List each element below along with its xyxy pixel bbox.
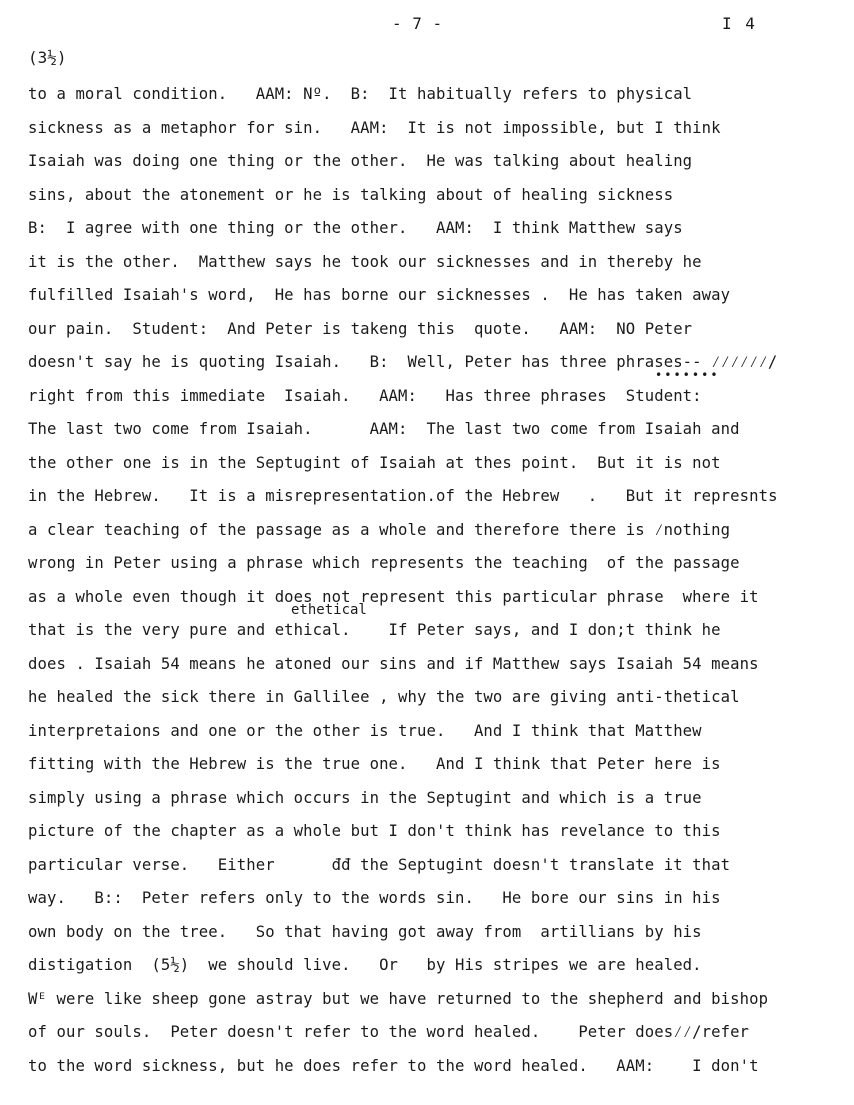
deletion-dots: ••••••• — [655, 368, 720, 382]
transcript-line: in the Hebrew. It is a misrepresentation.of the Hebrew . But it represnts — [28, 487, 778, 505]
transcript-line: picture of the chapter as a whole but I don't think has revelance to this — [28, 822, 721, 840]
transcript-line: B: I agree with one thing or the other. AAM: I think Matthew says — [28, 219, 683, 237]
transcript-line: of our souls. Peter doesn't refer to the word healed. Peter does⁄⁄/refer — [28, 1023, 750, 1041]
transcript-line: to the word sickness, but he does refer to the word healed. AAM: I don't — [28, 1056, 759, 1075]
transcript-line: as a whole even though it does not represent this particular phrase where it — [28, 587, 759, 606]
page-identifier: I 4 — [722, 14, 757, 33]
transcript-line: fulfilled Isaiah's word, He has borne our sicknesses . He has taken away — [28, 286, 731, 304]
transcript-body — [28, 85, 828, 1090]
transcript-line: right from this immediate Isaiah. AAM: Has three phrases Student: — [28, 386, 702, 405]
transcript-line: interpretaions and one or the other is true. And I think that Matthew — [28, 721, 702, 740]
page-number: - 7 - — [392, 14, 443, 33]
transcript-line: way. B:: Peter refers only to the words sin. He bore our sins in his — [28, 889, 721, 907]
tape-marker: (3½) — [28, 48, 67, 67]
transcript-line: particular verse. Either đđ the Septugint doesn't translate it that — [28, 855, 731, 874]
transcript-line: Isaiah was doing one thing or the other. He was talking about healing — [28, 152, 693, 170]
transcript-line: The last two come from Isaiah. AAM: The last two come from Isaiah and — [28, 420, 740, 438]
transcript-line: the other one is in the Septugint of Isaiah at thes point. But it is not — [28, 453, 721, 472]
transcript-line: he healed the sick there in Gallilee , why the two are giving anti-thetical — [28, 688, 740, 706]
transcript-line: our pain. Student: And Peter is takeng this quote. AAM: NO Peter — [28, 319, 693, 338]
transcript-line: that is the very pure and ethical. If Peter says, and I don;t think he — [28, 621, 721, 639]
transcript-line: sins, about the atonement or he is talking about of healing sickness — [28, 185, 674, 204]
transcript-line: wrong in Peter using a phrase which represents the teaching of the passage — [28, 554, 740, 572]
transcript-line: to a moral condition. AAM: Nº. B: It habitually refers to physical — [28, 85, 693, 103]
transcript-line: sickness as a metaphor for sin. AAM: It is not impossible, but I think — [28, 118, 721, 137]
transcript-line: Wᴱ were like sheep gone astray but we have returned to the shepherd and bishop — [28, 989, 769, 1008]
transcript-line: own body on the tree. So that having got away from artillians by his — [28, 922, 702, 941]
transcript-line: distigation (5½) we should live. Or by His stripes we are healed. — [28, 956, 702, 974]
transcript-line: simply using a phrase which occurs in the Septugint and which is a true — [28, 788, 702, 807]
transcript-line: it is the other. Matthew says he took our sicknesses and in thereby he — [28, 252, 702, 271]
interlinear-insert: ethetical — [291, 602, 367, 618]
transcript-line: fitting with the Hebrew is the true one. And I think that Peter here is — [28, 755, 721, 773]
transcript-line: doesn't say he is quoting Isaiah. B: Well, Peter has three phrases-- ⁄⁄⁄⁄⁄⁄/ — [28, 353, 778, 371]
transcript-line: does . Isaiah 54 means he atoned our sins and if Matthew says Isaiah 54 means — [28, 654, 759, 673]
transcript-line: a clear teaching of the passage as a whole and therefore there is ⁄nothing — [28, 520, 731, 539]
